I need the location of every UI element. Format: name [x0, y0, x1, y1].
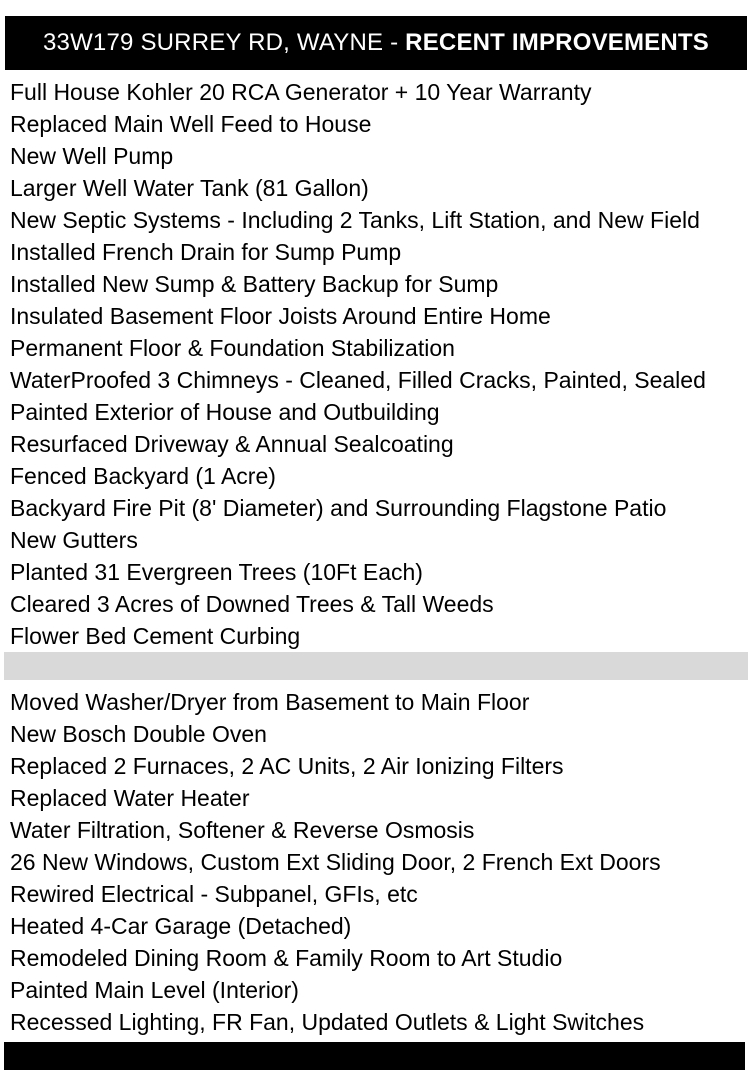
list-item: Replaced Water Heater: [10, 785, 250, 811]
list-item: Permanent Floor & Foundation Stabilization: [10, 335, 455, 361]
improvements-list-interior: [0, 686, 752, 1038]
property-address: 33W179 SURREY RD, WAYNE -: [42, 29, 406, 56]
section-divider-bar: [4, 652, 748, 680]
list-item: Replaced Main Well Feed to House: [10, 111, 372, 137]
list-item: New Gutters: [10, 527, 138, 553]
list-item: 26 New Windows, Custom Ext Sliding Door, 2 French Ext Doors: [10, 849, 661, 875]
list-item: Water Filtration, Softener & Reverse Osmosis: [10, 817, 475, 843]
list-item: Larger Well Water Tank (81 Gallon): [10, 175, 369, 201]
list-item: Flower Bed Cement Curbing: [10, 623, 301, 649]
list-item: Moved Washer/Dryer from Basement to Main Floor: [10, 689, 530, 715]
list-item: Cleared 3 Acres of Downed Trees & Tall Weeds: [10, 591, 494, 617]
list-item: New Septic Systems - Including 2 Tanks, Lift Station, and New Field: [10, 207, 700, 233]
improvements-list-exterior: [0, 70, 752, 652]
footer-bar: [4, 1042, 745, 1070]
list-item: Planted 31 Evergreen Trees (10Ft Each): [10, 559, 423, 585]
list-item: New Well Pump: [10, 143, 174, 169]
list-item: Painted Main Level (Interior): [10, 977, 299, 1003]
list-item: Installed New Sump & Battery Backup for Sump: [10, 271, 499, 297]
list-item: Resurfaced Driveway & Annual Sealcoating: [10, 431, 454, 457]
list-item: Installed French Drain for Sump Pump: [10, 239, 402, 265]
list-item: Recessed Lighting, FR Fan, Updated Outlets & Light Switches: [10, 1009, 645, 1035]
page-title-bar: [5, 16, 747, 70]
page-title: RECENT IMPROVEMENTS: [405, 29, 709, 56]
list-item: Painted Exterior of House and Outbuilding: [10, 399, 440, 425]
list-item: Full House Kohler 20 RCA Generator + 10 Year Warranty: [10, 79, 592, 105]
list-item: Rewired Electrical - Subpanel, GFIs, etc: [10, 881, 418, 907]
list-item: Insulated Basement Floor Joists Around Entire Home: [10, 303, 551, 329]
list-item: Heated 4-Car Garage (Detached): [10, 913, 352, 939]
list-item: New Bosch Double Oven: [10, 721, 267, 747]
list-item: Backyard Fire Pit (8' Diameter) and Surrounding Flagstone Patio: [10, 495, 667, 521]
list-item: Replaced 2 Furnaces, 2 AC Units, 2 Air Ionizing Filters: [10, 753, 564, 779]
list-item: WaterProofed 3 Chimneys - Cleaned, Filled Cracks, Painted, Sealed: [10, 367, 706, 393]
list-item: Fenced Backyard (1 Acre): [10, 463, 276, 489]
list-item: Remodeled Dining Room & Family Room to Art Studio: [10, 945, 563, 971]
